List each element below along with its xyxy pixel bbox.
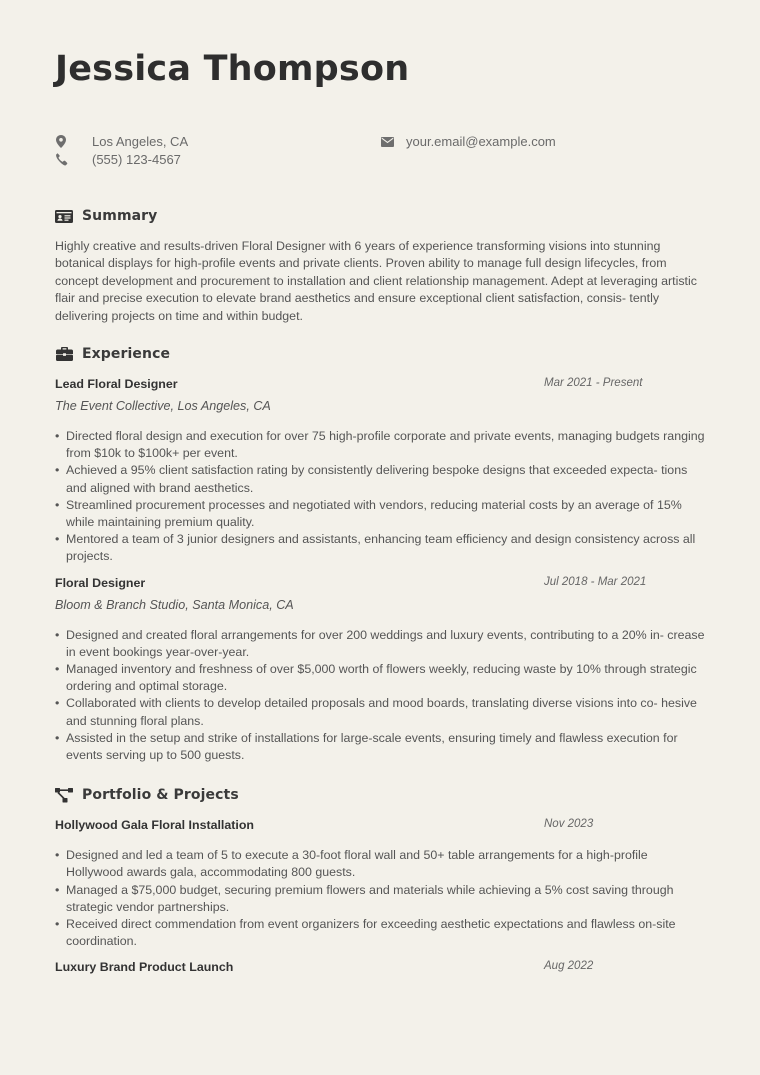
list-item: • Assisted in the setup and strike of installations for large-scale events, ensuring timely and flawless execution for events serving up to 500 guests. (55, 730, 705, 764)
list-item: • Managed inventory and freshness of over $5,000 worth of flowers weekly, reducing waste by 10% through strategic ordering and optimal storage. (55, 661, 705, 695)
bullet-list (55, 428, 705, 566)
project-date: Nov 2023 (544, 818, 594, 831)
portfolio-heading (55, 785, 705, 805)
project-title: Luxury Brand Product Launch (55, 959, 234, 974)
job-date: Mar 2021 - Present (544, 377, 643, 390)
summary-paragraph: Highly creative and results-driven Floral Designer with 6 years of experience transforming visions into stunning botanical displays for high-profile events and private clients. Proven ability to manage full design lifecycles, from concept development and procurement to installation and client relationship management. Adept at leveraging artistic flair and precise execution to elevate brand aesthetics and ensure exceptional client satisfaction, consis- tently delivering projects on time and within budget. (55, 239, 697, 323)
entry-header (55, 960, 705, 977)
list-item: • Achieved a 95% client satisfaction rating by consistently delivering bespoke designs that exceeded expecta- tions and aligned with brand aesthetics. (55, 462, 705, 496)
project-date: Aug 2022 (544, 959, 594, 972)
list-item: • Collaborated with clients to develop detailed proposals and mood boards, translating diverse visions into co- hesive and stunning floral plans. (55, 695, 705, 729)
contact-info (55, 133, 705, 173)
job-date: Jul 2018 - Mar 2021 (544, 575, 647, 588)
list-item: • Directed floral design and execution for over 75 high-profile corporate and private events, managing budgets ranging from $10k to $100k+ per event. (55, 428, 705, 462)
list-item: • Received direct commendation from event organizers for exceeding aesthetic expectations and flawless on-site coordination. (55, 916, 705, 950)
summary-heading (55, 206, 705, 226)
contact-phone (55, 151, 181, 168)
envelope-icon (380, 135, 394, 149)
experience-entry (55, 377, 705, 566)
portfolio-title: Portfolio & Projects (82, 787, 239, 804)
project-title: Hollywood Gala Floral Installation (55, 818, 254, 833)
entry-header (55, 576, 705, 593)
list-item: • Designed and created floral arrangements for over 200 weddings and luxury events, contributing to a 20% in- crease in event bookings year-over-year. (55, 627, 705, 661)
phone-text: (555) 123-4567 (92, 152, 181, 167)
map-pin-icon (54, 135, 68, 149)
job-title: Lead Floral Designer (55, 377, 178, 392)
phone-icon (54, 153, 68, 167)
project-entry (55, 960, 705, 977)
bullet-list (55, 627, 705, 765)
list-item: • Designed and led a team of 5 to execute a 30-foot floral wall and 50+ table arrangements for a high-profile Hollywood awards gala, accommodating 800 guests. (55, 847, 705, 881)
project-entry (55, 818, 705, 950)
experience-heading (55, 344, 705, 364)
contact-location (55, 133, 188, 150)
bullet-list (55, 847, 705, 950)
project-diagram-icon (55, 787, 73, 803)
briefcase-icon (55, 346, 73, 362)
summary-title: Summary (82, 208, 158, 224)
company-name: Bloom & Branch Studio, Santa Monica, CA (55, 597, 294, 612)
experience-title: Experience (82, 346, 171, 363)
email-link[interactable]: your.email@example.com (406, 134, 556, 149)
experience-entry (55, 576, 705, 765)
list-item: • Mentored a team of 3 junior designers and assistants, enhancing team efficiency and design consistency across all projects. (55, 531, 705, 565)
job-title: Floral Designer (55, 575, 146, 590)
company-name: The Event Collective, Los Angeles, CA (55, 399, 271, 414)
id-card-icon (55, 208, 73, 224)
entry-header (55, 377, 705, 394)
list-item: • Streamlined procurement processes and negotiated with vendors, reducing material costs by an average of 15% while maintaining premium quality. (55, 497, 705, 531)
contact-email (380, 133, 556, 150)
list-item: • Managed a $75,000 budget, securing premium flowers and materials while achieving a 5% cost saving through strategic vendor partnerships. (55, 882, 705, 916)
location-text: Los Angeles, CA (92, 134, 189, 149)
candidate-name: Jessica Thompson (55, 49, 410, 89)
entry-header (55, 818, 705, 835)
